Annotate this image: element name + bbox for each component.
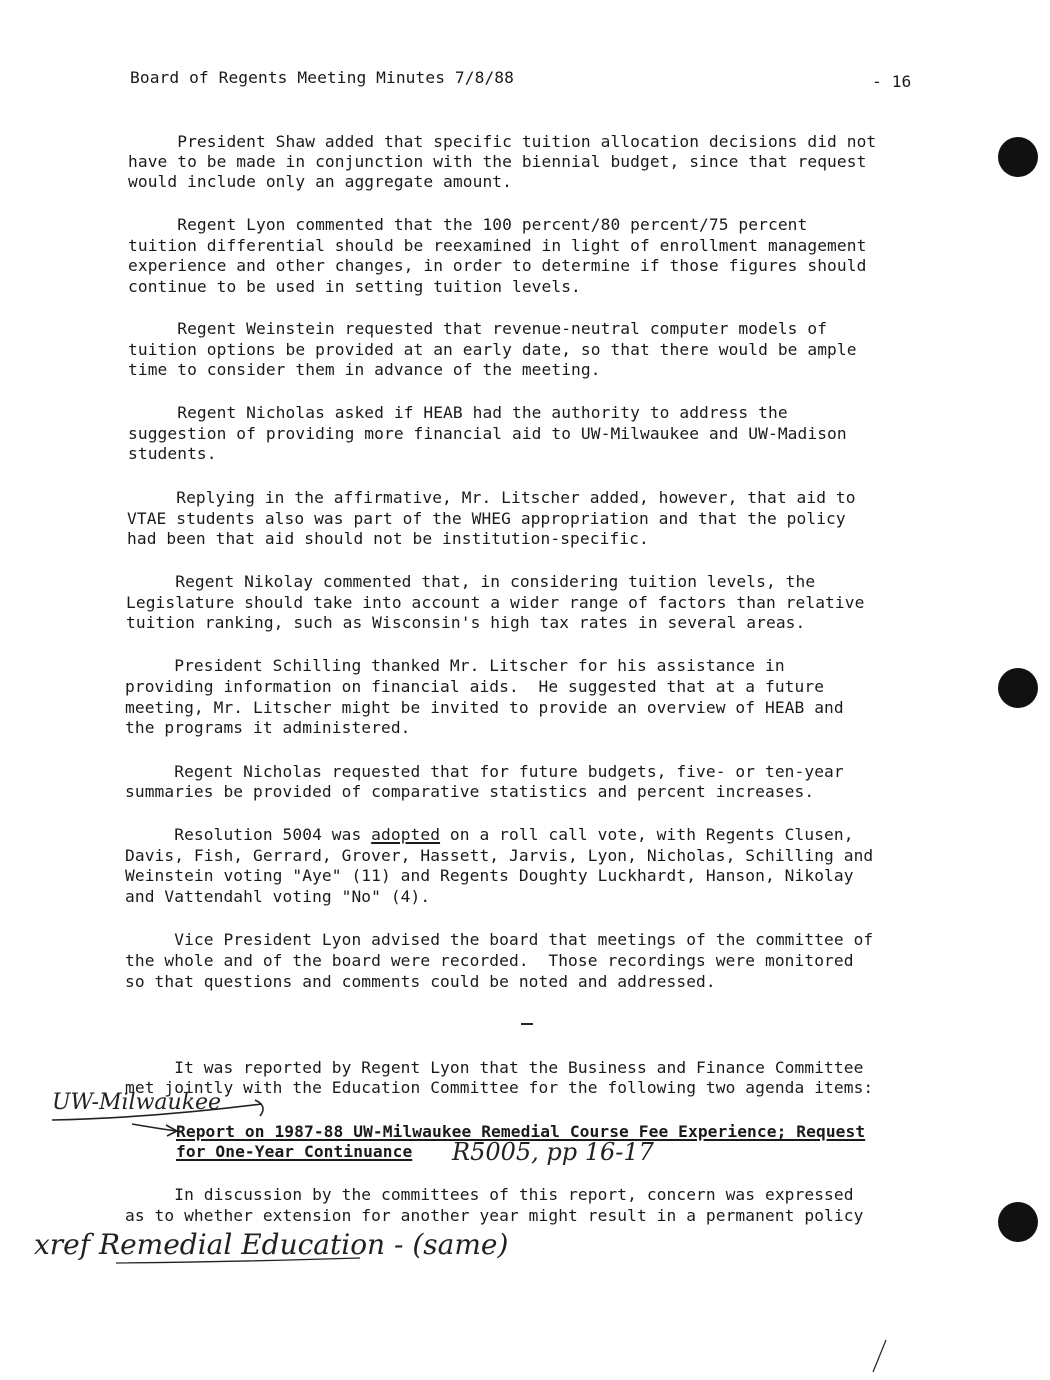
paragraph-line: Legislature should take into account a wider range of factors than relative	[126, 593, 865, 612]
handwritten-cross-reference: xref Remedial Education - (same)	[34, 1228, 509, 1261]
binder-hole	[998, 668, 1038, 708]
resolution-text: Resolution 5004 was	[125, 825, 372, 844]
paragraph-line: meeting, Mr. Litscher might be invited to provide an overview of HEAB and	[125, 698, 844, 717]
paragraph-line: Regent Lyon commented that the 100 percent/80 percent/75 percent	[128, 215, 808, 234]
margin-note-underline	[52, 1104, 262, 1120]
margin-note-bracket	[255, 1100, 263, 1116]
binder-hole	[998, 137, 1038, 177]
paragraph-line: Davis, Fish, Gerrard, Grover, Hassett, Jarvis, Lyon, Nicholas, Schilling and	[125, 846, 874, 865]
paragraph-line: Replying in the affirmative, Mr. Litscher added, however, that aid to	[127, 488, 856, 507]
paragraph-line: Regent Nicholas requested that for future budgets, five- or ten-year	[125, 762, 844, 781]
paragraph-line: tuition ranking, such as Wisconsin's high tax rates in several areas.	[126, 613, 806, 632]
paragraph-line: In discussion by the committees of this report, concern was expressed	[125, 1185, 854, 1204]
paragraph-line: summaries be provided of comparative statistics and percent increases.	[125, 782, 815, 801]
paragraph-line: have to be made in conjunction with the biennial budget, since that request	[128, 152, 867, 171]
paragraph-line: experience and other changes, in order to determine if those figures should	[128, 256, 867, 275]
paragraph-line: It was reported by Regent Lyon that the Business and Finance Committee	[125, 1058, 864, 1077]
paragraph-line: the whole and of the board were recorded. Those recordings were monitored	[125, 951, 854, 970]
paragraph-line: providing information on financial aids. He suggested that at a future	[125, 677, 825, 696]
binder-hole	[998, 1202, 1038, 1242]
paragraph-line: tuition differential should be reexamined in light of enrollment management	[128, 236, 867, 255]
paragraph-line: tuition options be provided at an early date, so that there would be ample	[128, 340, 857, 359]
cross-ref-underline	[116, 1258, 360, 1263]
paragraph-line: time to consider them in advance of the meeting.	[128, 360, 601, 379]
paragraph-line: VTAE students also was part of the WHEG appropriation and that the policy	[127, 509, 846, 528]
page-header-title: Board of Regents Meeting Minutes 7/8/88	[130, 68, 514, 87]
paragraph-line: continue to be used in setting tuition levels.	[128, 277, 581, 296]
paragraph-line: students.	[128, 444, 217, 463]
paragraph-line: so that questions and comments could be noted and addressed.	[125, 972, 716, 991]
paragraph-line: Vice President Lyon advised the board that meetings of the committee of	[125, 930, 874, 949]
paragraph-line: Regent Nikolay commented that, in considering tuition levels, the	[126, 572, 816, 591]
paragraph-line: met jointly with the Education Committee for the following two agenda items:	[125, 1078, 874, 1097]
paragraph-line: and Vattendahl voting "No" (4).	[125, 887, 431, 906]
page-number: - 16	[872, 72, 912, 91]
paragraph-line: had been that aid should not be institution-specific.	[127, 529, 649, 548]
paragraph-line: as to whether extension for another year might result in a permanent policy	[125, 1206, 864, 1225]
agenda-item-title: Report on 1987-88 UW-Milwaukee Remedial Course Fee Experience; Request	[176, 1122, 866, 1141]
resolution-text-cont: on a roll call vote, with Regents Clusen,	[440, 825, 854, 844]
paragraph-line: President Schilling thanked Mr. Litscher for his assistance in	[125, 656, 785, 675]
handwritten-resolution-reference: R5005, pp 16-17	[452, 1138, 654, 1166]
paragraph-line: Regent Nicholas asked if HEAB had the authority to address the	[128, 403, 788, 422]
adopted-underlined: adopted	[371, 825, 441, 844]
paragraph-line: Regent Weinstein requested that revenue-neutral computer models of	[128, 319, 828, 338]
paragraph-line: Weinstein voting "Aye" (11) and Regents Doughty Luckhardt, Hanson, Nikolay	[125, 866, 854, 885]
paragraph-line: President Shaw added that specific tuition allocation decisions did not	[128, 132, 877, 151]
stray-pen-mark	[873, 1340, 886, 1372]
agenda-item-title-cont: for One-Year Continuance	[176, 1142, 413, 1161]
paragraph-line: the programs it administered.	[125, 718, 411, 737]
paragraph-line: suggestion of providing more financial aid to UW-Milwaukee and UW-Madison	[128, 424, 847, 443]
handwritten-margin-note: UW-Milwaukee	[52, 1090, 222, 1115]
paragraph-line: would include only an aggregate amount.	[128, 172, 512, 191]
